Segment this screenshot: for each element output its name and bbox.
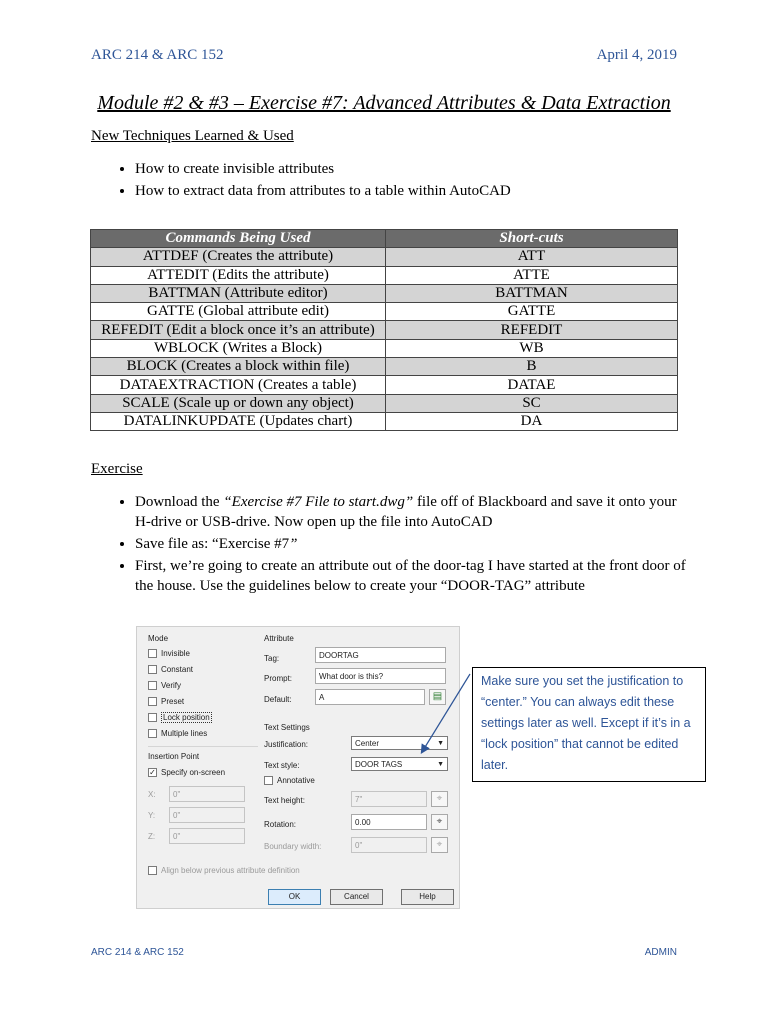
verify-label: Verify	[161, 681, 182, 690]
lock-position-label: Lock position	[163, 713, 210, 722]
header-date: April 4, 2019	[596, 47, 677, 63]
page-title: Module #2 & #3 – Exercise #7: Advanced Attributes & Data Extraction	[97, 92, 671, 114]
invisible-checkbox[interactable]	[148, 649, 157, 658]
multiple-lines-label: Multiple lines	[161, 729, 208, 738]
footer-author: ADMIN	[644, 947, 677, 958]
chevron-down-icon: ▼	[437, 761, 444, 768]
table-row	[91, 394, 678, 412]
table-row	[91, 321, 678, 339]
table-row	[91, 248, 678, 266]
insertion-divider	[148, 746, 258, 747]
ok-button[interactable]: OK	[268, 889, 321, 905]
rotation-input[interactable]: 0.00	[351, 814, 427, 830]
techniques-list	[91, 159, 691, 203]
z-label: Z:	[148, 832, 156, 841]
shortcut-cell: B	[386, 358, 678, 376]
footer-course: ARC 214 & ARC 152	[91, 947, 184, 958]
cancel-button[interactable]: Cancel	[330, 889, 383, 905]
verify-checkbox[interactable]	[148, 681, 157, 690]
table-row	[91, 303, 678, 321]
shortcut-cell: WB	[386, 339, 678, 357]
lock-position-checkbox[interactable]	[148, 713, 157, 722]
table-row	[91, 284, 678, 302]
list-item: • How to create invisible attributes	[135, 159, 691, 179]
exercise-step-1-text: Download the	[135, 494, 224, 510]
default-label: Default:	[264, 695, 292, 704]
command-cell: REFEDIT (Edit a block once it’s an attribute)	[91, 321, 386, 339]
crosshair-icon[interactable]: ⌖	[431, 837, 448, 853]
default-input[interactable]: A	[315, 689, 425, 705]
chevron-down-icon: ▼	[437, 740, 444, 747]
commands-table	[90, 229, 678, 431]
justification-callout: Make sure you set the justification to “center.” You can always edit these settings later as well. Except if it’s in a “lock position” that cannot be edited later.	[472, 667, 706, 782]
invisible-label: Invisible	[161, 649, 190, 658]
attribute-label: Attribute	[264, 634, 294, 643]
command-cell: DATAEXTRACTION (Creates a table)	[91, 376, 386, 394]
header-course: ARC 214 & ARC 152	[91, 47, 224, 63]
table-row	[91, 358, 678, 376]
exercise-step-2-text: Save file as: “Exercise #7	[135, 536, 290, 552]
specify-on-screen-label: Specify on-screen	[161, 768, 226, 777]
table-row	[91, 266, 678, 284]
shortcut-cell: DA	[386, 412, 678, 430]
command-cell: ATTDEF (Creates the attribute)	[91, 248, 386, 266]
align-below-checkbox[interactable]	[148, 866, 157, 875]
command-cell: BATTMAN (Attribute editor)	[91, 284, 386, 302]
y-input[interactable]: 0"	[169, 807, 245, 823]
insertion-point-label: Insertion Point	[148, 752, 200, 761]
text-style-label: Text style:	[264, 761, 300, 770]
list-item	[135, 492, 691, 532]
boundary-width-label: Boundary width:	[264, 842, 322, 851]
shortcut-cell: ATT	[386, 248, 678, 266]
preset-label: Preset	[161, 697, 185, 706]
exercise-file-name: “Exercise #7 File to start.dwg”	[223, 494, 414, 510]
annotative-checkbox[interactable]	[264, 776, 273, 785]
column-header-shortcuts: Short-cuts	[386, 230, 678, 248]
shortcut-cell: GATTE	[386, 303, 678, 321]
rotation-label: Rotation:	[264, 820, 297, 829]
command-cell: GATTE (Global attribute edit)	[91, 303, 386, 321]
specify-on-screen-checkbox[interactable]: ✓	[149, 768, 156, 777]
command-cell: SCALE (Scale up or down any object)	[91, 394, 386, 412]
column-header-commands: Commands Being Used	[91, 230, 386, 248]
text-height-label: Text height:	[264, 796, 305, 805]
shortcut-cell: SC	[386, 394, 678, 412]
justification-label: Justification:	[264, 740, 309, 749]
shortcut-cell: BATTMAN	[386, 284, 678, 302]
command-cell: DATALINKUPDATE (Updates chart)	[91, 412, 386, 430]
constant-label: Constant	[161, 665, 194, 674]
prompt-input[interactable]: What door is this?	[315, 668, 446, 684]
boundary-width-input[interactable]: 0"	[351, 837, 427, 853]
callout-arrow	[410, 670, 480, 760]
justification-value: Center	[355, 739, 380, 748]
list-item: • First, we’re going to create an attribute out of the door-tag I have started at the front door of the house. Use the guidelines below to create your “DOOR-TAG” attribute	[135, 556, 691, 596]
exercise-list	[91, 492, 691, 598]
crosshair-icon[interactable]: ⌖	[431, 814, 448, 830]
attribute-definition-dialog	[136, 626, 460, 909]
command-cell: ATTEDIT (Edits the attribute)	[91, 266, 386, 284]
list-item	[135, 534, 691, 554]
mode-label: Mode	[148, 634, 169, 643]
help-button[interactable]: Help	[401, 889, 454, 905]
tag-label: Tag:	[264, 654, 280, 663]
exercise-step-1-rest: file off of Blackboard and save it onto your H-drive or USB-drive. Now open up the file into AutoCAD	[135, 494, 677, 530]
crosshair-icon[interactable]: ⌖	[431, 791, 448, 807]
text-settings-label: Text Settings	[264, 723, 310, 732]
exercise-step-2-quote: ”	[289, 536, 298, 552]
x-label: X:	[148, 790, 156, 799]
table-row	[91, 376, 678, 394]
preset-checkbox[interactable]	[148, 697, 157, 706]
list-item: • How to extract data from attributes to a table within AutoCAD	[135, 181, 691, 201]
shortcut-cell: REFEDIT	[386, 321, 678, 339]
command-cell: WBLOCK (Writes a Block)	[91, 339, 386, 357]
exercise-heading: Exercise	[91, 461, 143, 477]
text-height-input[interactable]: 7"	[351, 791, 427, 807]
table-row	[91, 412, 678, 430]
techniques-heading: New Techniques Learned & Used	[91, 128, 294, 144]
annotative-label: Annotative	[277, 776, 315, 785]
insert-field-icon[interactable]: ▤	[429, 689, 446, 705]
shortcut-cell: DATAE	[386, 376, 678, 394]
table-row	[91, 339, 678, 357]
command-cell: BLOCK (Creates a block within file)	[91, 358, 386, 376]
align-below-label: Align below previous attribute definition	[161, 866, 300, 875]
tag-input[interactable]: DOORTAG	[315, 647, 446, 663]
multiple-lines-checkbox[interactable]	[148, 729, 157, 738]
x-input[interactable]: 0"	[169, 786, 245, 802]
shortcut-cell: ATTE	[386, 266, 678, 284]
z-input[interactable]: 0"	[169, 828, 245, 844]
y-label: Y:	[148, 811, 156, 820]
table-header-row	[91, 230, 678, 248]
constant-checkbox[interactable]	[148, 665, 157, 674]
text-style-value: DOOR TAGS	[355, 760, 403, 769]
prompt-label: Prompt:	[264, 674, 293, 683]
